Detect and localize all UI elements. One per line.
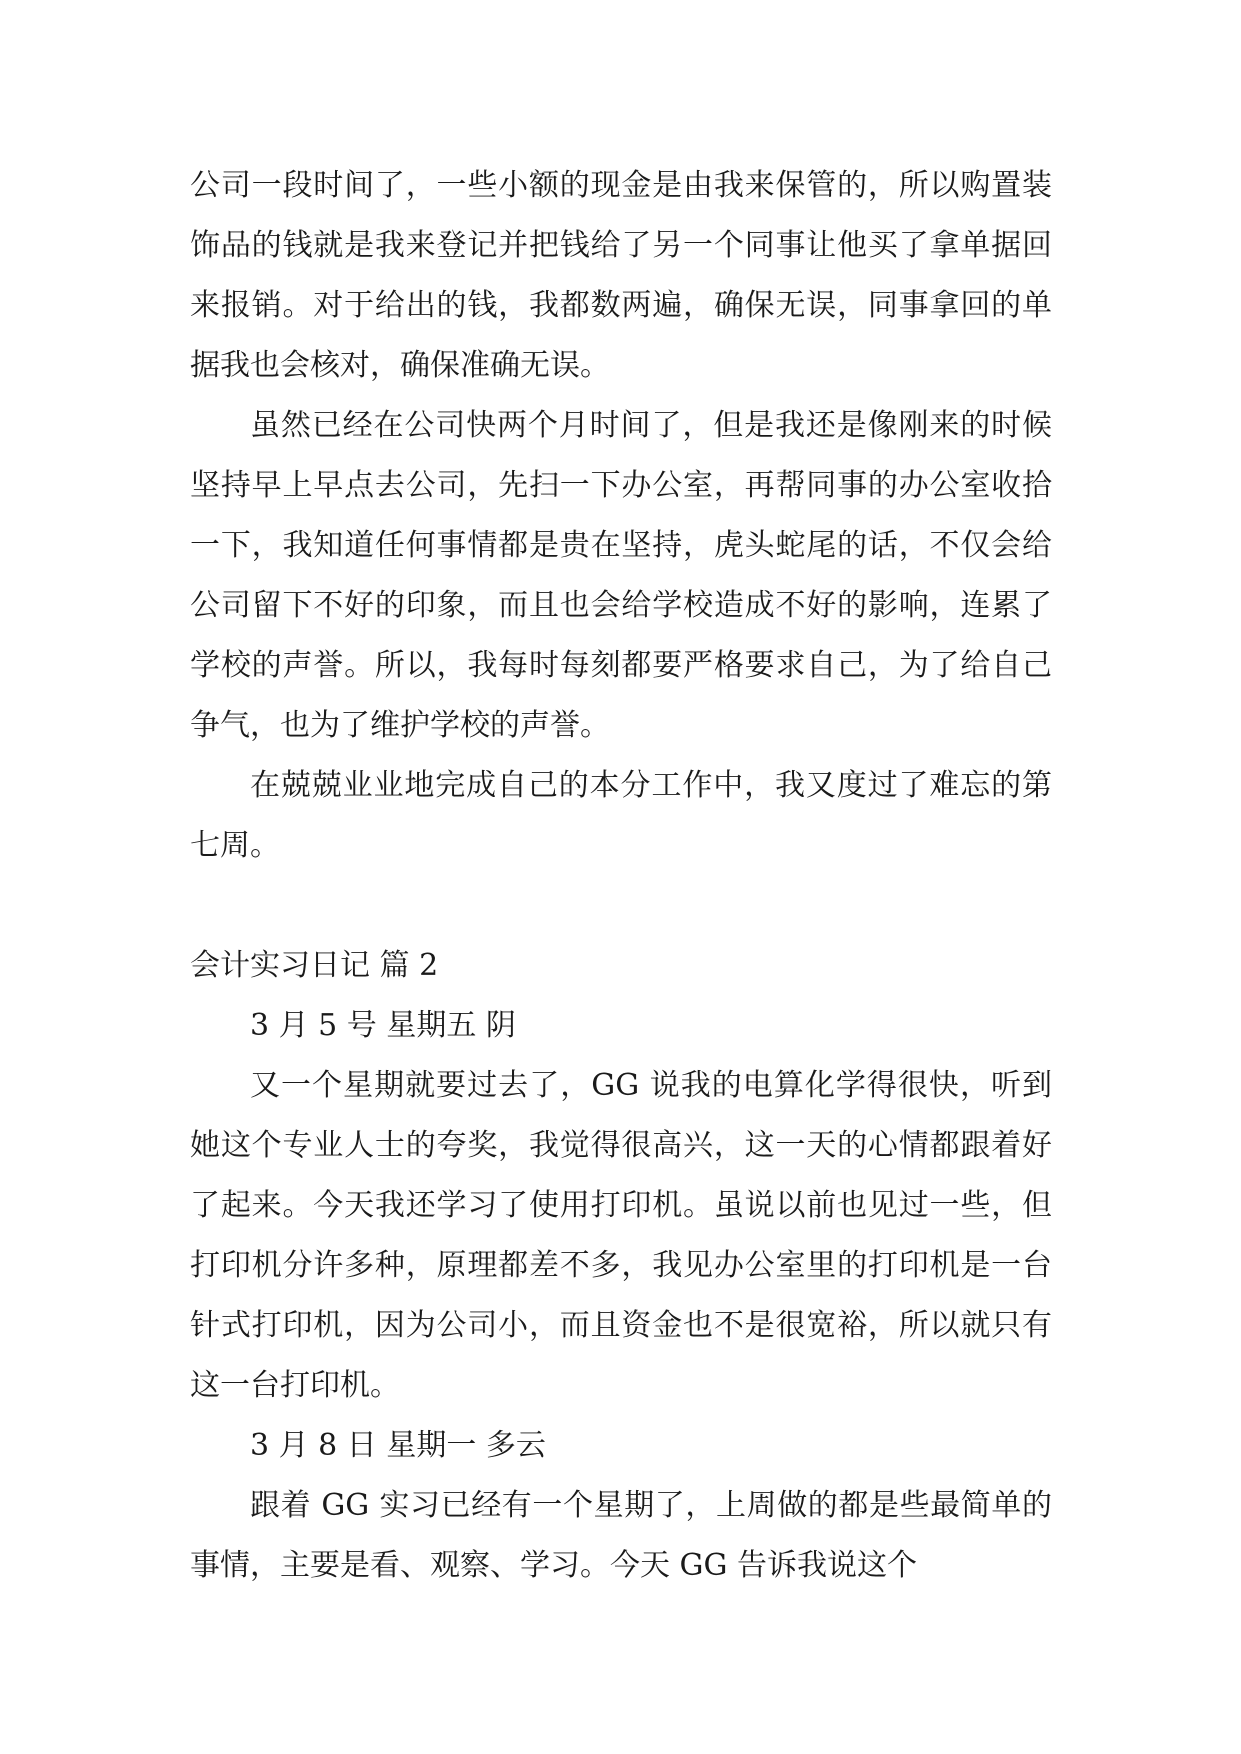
entry-date: 3 月 8 日 星期一 多云 (250, 1428, 546, 1463)
section-title: 会计实习日记 篇 2 (190, 948, 439, 983)
entry-date: 3 月 5 号 星期五 阴 (250, 1008, 516, 1043)
document-body (190, 156, 1052, 1596)
body-paragraph: 虽然已经在公司快两个月时间了，但是我还是像刚来的时候坚持早上早点去公司，先扫一下办公室，再帮同事的办公室收拾一下，我知道任何事情都是贵在坚持，虎头蛇尾的话，不仅会给公司留下不好的印象，而且也会给学校造成不好的影响，连累了学校的声誉。所以，我每时每刻都要严格要求自己，为了给自己争气，也为了维护学校的声誉。 (190, 408, 1052, 743)
entry-text: 又一个星期就要过去了，GG 说我的电算化学得很快，听到她这个专业人士的夸奖，我觉得很高兴，这一天的心情都跟着好了起来。今天我还学习了使用打印机。虽说以前也见过一些，但打印机分许多种，原理都差不多，我见办公室里的打印机是一台针式打印机，因为公司小，而且资金也不是很宽裕，所以就只有这一台打印机。 (190, 1068, 1052, 1403)
body-paragraph: 公司一段时间了，一些小额的现金是由我来保管的，所以购置装饰品的钱就是我来登记并把钱给了另一个同事让他买了拿单据回来报销。对于给出的钱，我都数两遍，确保无误，同事拿回的单据我也会核对，确保准确无误。 (190, 168, 1052, 383)
entry-text: 跟着 GG 实习已经有一个星期了，上周做的都是些最简单的事情，主要是看、观察、学习。今天 GG 告诉我说这个 (190, 1488, 1052, 1583)
body-paragraph: 在兢兢业业地完成自己的本分工作中，我又度过了难忘的第七周。 (190, 768, 1052, 863)
